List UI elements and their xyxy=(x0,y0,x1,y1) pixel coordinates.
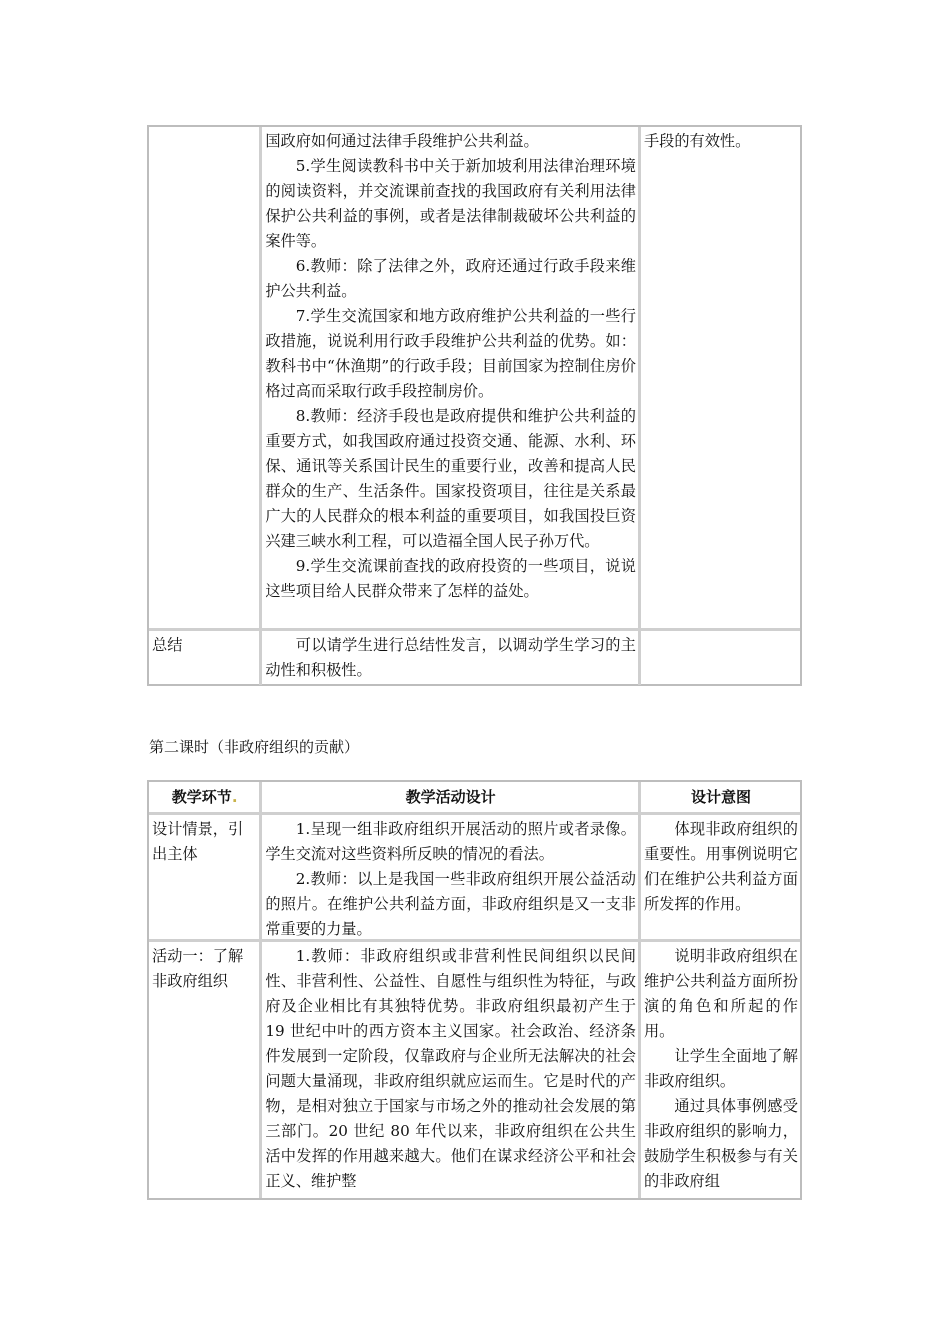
activity-paragraph: 国政府如何通过法律手段维护公共利益。 xyxy=(265,132,539,150)
activity-paragraph: 9.学生交流课前查找的政府投资的一些项目，说说这些项目给人民群众带来了怎样的益处。 xyxy=(265,557,636,600)
stage-cell: 总结 xyxy=(149,631,262,685)
activity-cell xyxy=(262,815,641,939)
intent-cell: 手段的有效性。 xyxy=(643,132,751,150)
activity-paragraph: 可以请学生进行总结性发言，以调动学生学习的主动性和积极性。 xyxy=(265,636,636,679)
table-row xyxy=(149,127,800,631)
stage-cell xyxy=(149,127,262,628)
table-header-row xyxy=(149,782,800,815)
header-intent: 设计意图 xyxy=(690,788,751,806)
header-activity: 教学活动设计 xyxy=(262,782,641,812)
table-row xyxy=(149,942,800,1198)
activity-cell xyxy=(262,631,641,685)
activity-paragraph: 5.学生阅读教科书中关于新加坡利用法律治理环境的阅读资料，并交流课前查找的我国政府有关利用法律保护公共利益的事例，或者是法律制裁破坏公共利益的案件等。 xyxy=(265,157,636,250)
header-stage: 教学环节. xyxy=(149,782,262,812)
intent-cell xyxy=(641,815,800,939)
stage-cell: 设计情景，引出主体 xyxy=(149,815,262,939)
intent-paragraph: 通过具体事例感受非政府组织的影响力，鼓励学生积极参与有关的非政府组 xyxy=(643,1097,798,1190)
table-row xyxy=(149,815,800,942)
intent-paragraph: 说明非政府组织在维护公共利益方面所扮演的角色和所起的作用。 xyxy=(643,947,798,1040)
activity-paragraph: 8.教师：经济手段也是政府提供和维护公共利益的重要方式，如我国政府通过投资交通、能源、水利、环保、通讯等关系国计民生的重要行业，改善和提高人民群众的生产、生活条件。国家投资项目，往往是关系最广大的人民群众的根本利益的重要项目，如我国投巨资兴建三峡水利工程，可以造福全国人民子孙万代。 xyxy=(265,407,636,550)
intent-cell xyxy=(641,942,800,1198)
activity-cell xyxy=(262,127,641,628)
section-heading: 第二课时（非政府组织的贡献） xyxy=(149,738,360,756)
activity-paragraph: 7.学生交流国家和地方政府维护公共利益的一些行政措施，说说利用行政手段维护公共利益的优势。如：教科书中“休渔期”的行政手段；目前国家为控制住房价格过高而采取行政手段控制房价。 xyxy=(265,307,636,400)
intent-paragraph: 体现非政府组织的重要性。用事例说明它们在维护公共利益方面所发挥的作用。 xyxy=(643,820,798,913)
activity-paragraph: 1.呈现一组非政府组织开展活动的照片或者录像。学生交流对这些资料所反映的情况的看法。 xyxy=(265,820,636,863)
activity-cell xyxy=(262,942,641,1198)
lesson1-table xyxy=(147,125,802,686)
table-row xyxy=(149,631,800,685)
lesson2-table xyxy=(147,780,802,1200)
stage-cell: 活动一：了解非政府组织 xyxy=(149,942,262,1198)
activity-paragraph: 6.教师：除了法律之外，政府还通过行政手段来维护公共利益。 xyxy=(265,257,636,300)
intent-cell xyxy=(641,631,800,685)
activity-paragraph: 2.教师：以上是我国一些非政府组织开展公益活动的照片。在维护公共利益方面，非政府组织是又一支非常重要的力量。 xyxy=(265,870,636,938)
activity-paragraph: 1.教师：非政府组织或非营利性民间组织以民间性、非营利性、公益性、自愿性与组织性为特征，与政府及企业相比有其独特优势。非政府组织最初产生于 19 世纪中叶的西方资本主义国家。社会政治、经济条件发展到一定阶段，仅靠政府与企业所无法解决的社会问题大量涌现，非政府组织就应运而生。它是时代的产物，是相对独立于国家与市场之外的推动社会发展的第三部门。20 世纪 80 年代以来，非政府组织在公共生活中发挥的作用越来越大。他们在谋求经济公平和社会正义、维护整 xyxy=(265,947,636,1190)
intent-paragraph: 让学生全面地了解非政府组织。 xyxy=(643,1047,798,1090)
